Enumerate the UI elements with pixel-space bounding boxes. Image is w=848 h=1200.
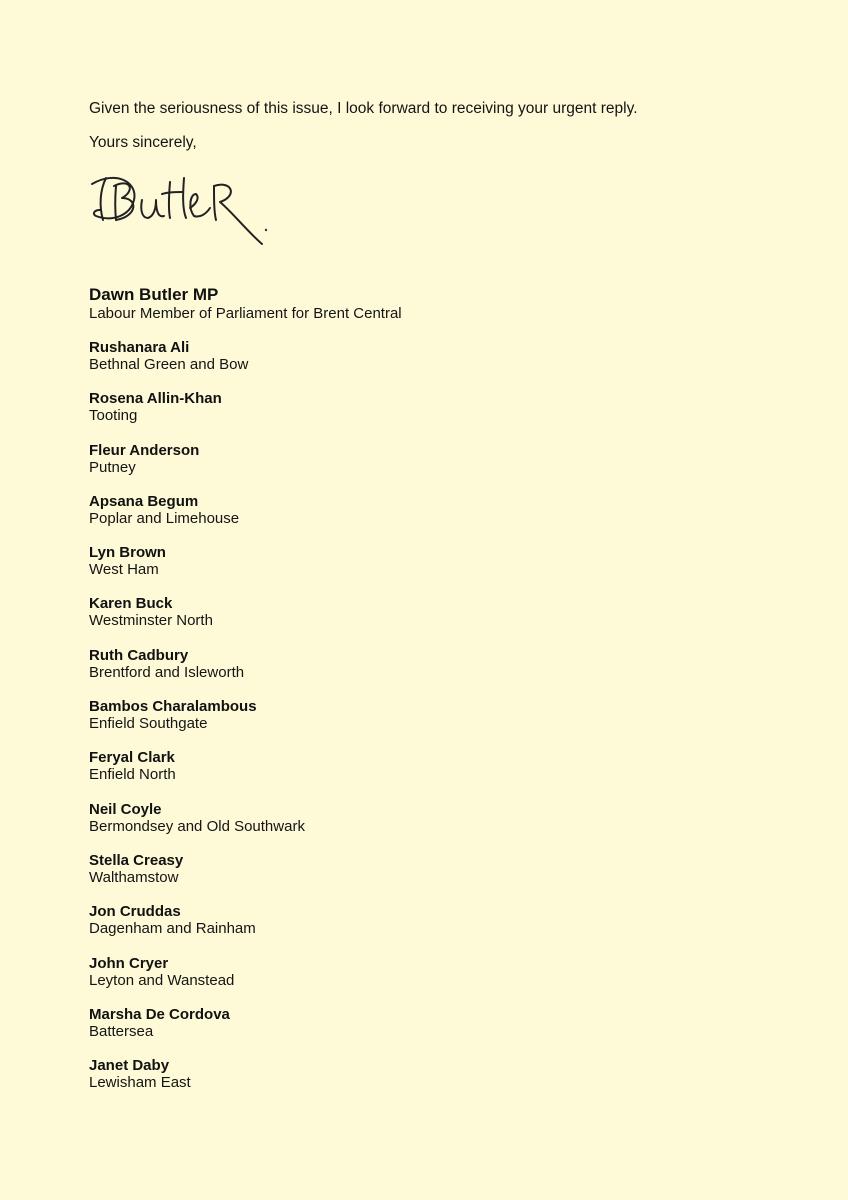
signatory-entry (89, 544, 789, 595)
signatory-constituency: Bermondsey and Old Southwark (89, 817, 305, 835)
signatory-name: Apsana Begum (89, 492, 199, 510)
signatory-name: Rosena Allin-Khan (89, 390, 222, 408)
signatory-name: Ruth Cadbury (89, 646, 189, 664)
signatory-constituency: Enfield North (89, 766, 176, 784)
signatory-constituency: Bethnal Green and Bow (89, 356, 249, 373)
signatory-constituency: Lewisham East (89, 1074, 191, 1092)
signatory-entry (89, 493, 789, 544)
signatory-name: Jon Cruddas (89, 903, 181, 921)
sign-off: Yours sincerely, (89, 134, 197, 151)
signatory-name: Marsha De Cordova (89, 1005, 230, 1023)
signatory-entry (89, 698, 789, 749)
signatory-entry (89, 647, 789, 698)
signatory-entry (89, 390, 789, 441)
lead-signatory-name: Dawn Butler MP (89, 285, 219, 304)
signatory-name: Feryal Clark (89, 749, 175, 767)
signatory-constituency: Putney (89, 458, 136, 476)
signatory-name: Rushanara Ali (89, 339, 190, 356)
handwritten-signature (86, 164, 286, 254)
signatory-constituency: Tooting (89, 407, 138, 425)
signatory-entry (89, 1057, 789, 1108)
signatory-constituency: Westminster North (89, 612, 213, 630)
signatory-list (89, 285, 789, 1108)
closing-line: Given the seriousness of this issue, I look forward to receiving your urgent reply. (89, 100, 638, 117)
signatory-entry (89, 339, 789, 390)
signatory-name: Fleur Anderson (89, 441, 200, 459)
signatory-constituency: Battersea (89, 1022, 154, 1040)
signatory-constituency: Walthamstow (89, 868, 179, 886)
signatory-entry (89, 903, 789, 954)
signatory-name: Karen Buck (89, 595, 173, 613)
signatory-name: Bambos Charalambous (89, 698, 257, 716)
signatory-constituency: Enfield Southgate (89, 715, 208, 733)
signatory-constituency: Leyton and Wanstead (89, 971, 235, 989)
signatory-name: Neil Coyle (89, 800, 162, 818)
signatory-name: John Cryer (89, 954, 169, 972)
signatory-entry (89, 1006, 789, 1057)
signatory-name: Lyn Brown (89, 544, 166, 562)
signatory-constituency: Dagenham and Rainham (89, 920, 256, 938)
signatory-name: Janet Daby (89, 1057, 170, 1075)
signatory-entry (89, 749, 789, 800)
signatory-name: Stella Creasy (89, 851, 184, 869)
lead-signatory (89, 285, 789, 339)
signatory-entry (89, 955, 789, 1006)
lead-signatory-role: Labour Member of Parliament for Brent Central (89, 305, 402, 322)
signatory-constituency: West Ham (89, 561, 159, 579)
signatory-entry (89, 595, 789, 646)
signatory-entry (89, 442, 789, 493)
signatory-constituency: Brentford and Isleworth (89, 663, 245, 681)
signatory-entry (89, 852, 789, 903)
signatory-entry (89, 801, 789, 852)
signatory-constituency: Poplar and Limehouse (89, 509, 240, 527)
